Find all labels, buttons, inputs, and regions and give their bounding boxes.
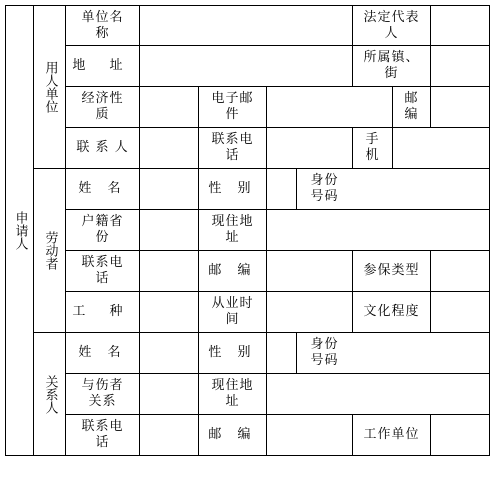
hukou-label: 户籍省份 [81,214,124,245]
worker-id-label: 身份号码 [310,173,339,204]
col-line [266,168,267,333]
town-label: 所属镇、街 [363,50,420,81]
applicant-label: 申请人 [12,211,28,250]
col-line [430,86,431,128]
contact-label: 联 系 人 [76,140,129,155]
education-label: 文化程度 [363,304,420,319]
worker-address-label: 现住地址 [211,214,254,245]
relative-phone-label: 联系电话 [81,419,124,450]
relative-postcode-label: 邮 编 [208,427,257,442]
col-line [139,5,140,456]
border-right [489,5,490,456]
insurance-label: 参保类型 [363,263,420,278]
workplace-label: 工作单位 [363,427,420,442]
postcode-label: 邮编 [404,91,419,122]
col-line [430,250,431,333]
col-line [266,86,267,169]
legal-rep-label: 法定代表人 [363,9,420,41]
work-time-label: 从业时间 [211,296,254,327]
col-line [266,332,267,456]
email-label: 电子邮件 [211,91,254,122]
border-bottom [5,455,490,456]
job-label: 工 种 [72,304,133,319]
econ-nature-label: 经济性质 [81,91,124,122]
col-line [430,414,431,456]
worker-gender-label: 性 别 [208,181,257,196]
worker-section-label: 劳动者 [42,231,58,270]
worker-phone-label: 联系电话 [81,255,124,286]
worker-postcode-label: 邮 编 [208,263,257,278]
unit-name-label: 单位名称 [81,9,124,41]
relative-section-label: 关系人 [42,374,58,414]
address-label: 地 址 [72,58,133,73]
relative-address-label: 现住地址 [211,378,254,409]
employer-section-label: 用人单位 [42,61,58,113]
col-line [392,127,393,169]
mobile-label: 手机 [365,132,380,163]
relation-label: 与伤者关系 [81,378,124,409]
phone-label: 联系电话 [211,132,254,163]
relative-gender-label: 性 别 [208,345,257,360]
worker-name-label: 姓 名 [78,181,127,196]
col-line [430,5,431,87]
relative-id-label: 身份号码 [310,337,339,368]
relative-name-label: 姓 名 [78,345,127,360]
